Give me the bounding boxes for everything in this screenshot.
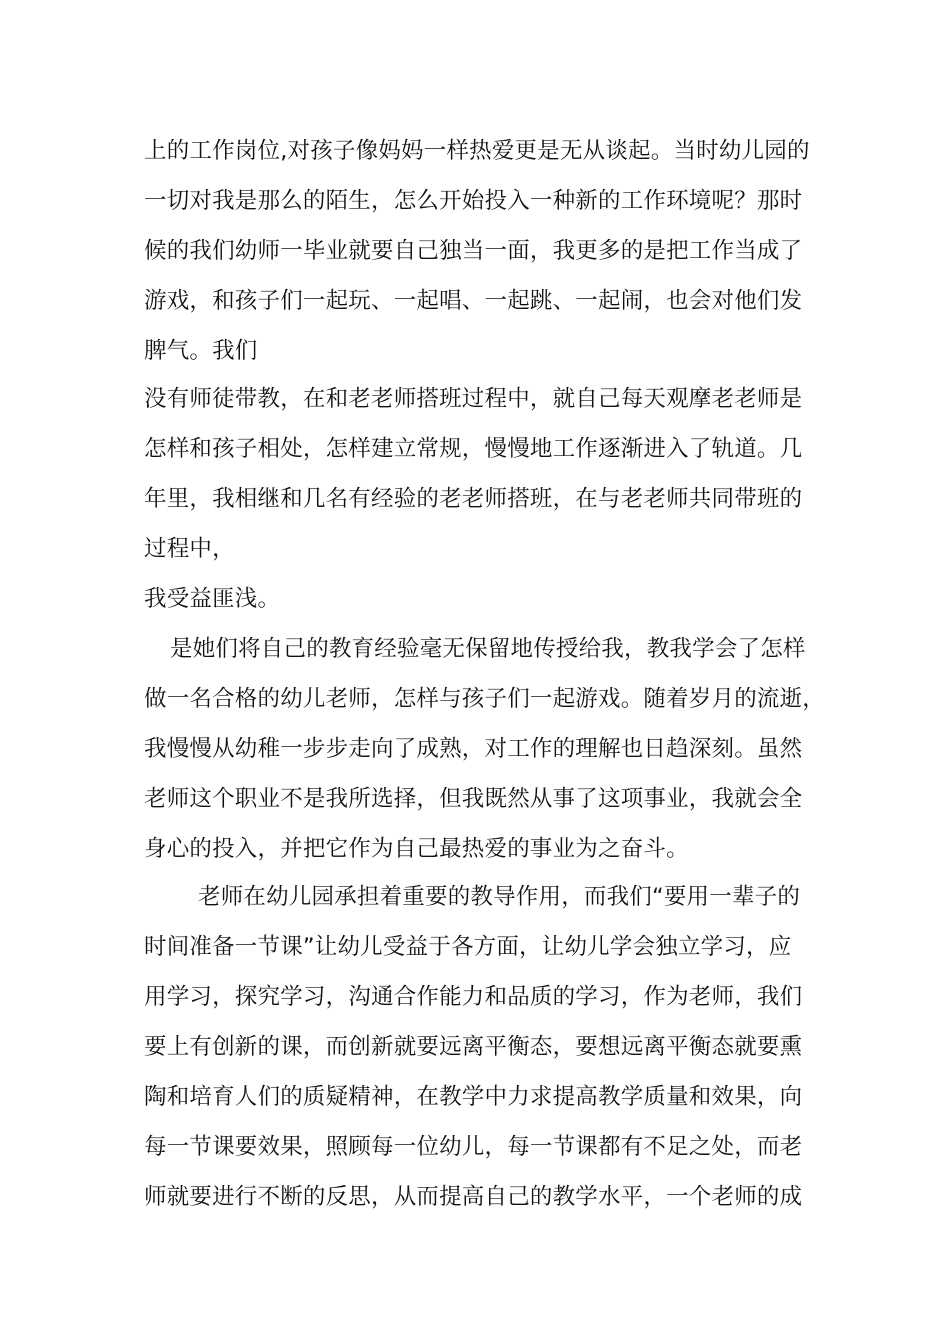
text-line: 陶和培育人们的质疑精神，在教学中力求提高教学质量和效果，向: [144, 1084, 803, 1110]
text-line: 做一名合格的幼儿老师，怎样与孩子们一起游戏。随着岁月的流逝，: [144, 686, 826, 712]
text-line: 没有师徒带教，在和老老师搭班过程中，就自己每天观摩老老师是: [144, 386, 803, 412]
text-line: 候的我们幼师一毕业就要自己独当一面，我更多的是把工作当成了: [144, 238, 803, 264]
text-line: 脾气。我们: [144, 338, 258, 364]
text-line: 怎样和孩子相处，怎样建立常规，慢慢地工作逐渐进入了轨道。几: [144, 436, 803, 462]
text-line: 身心的投入，并把它作为自己最热爱的事业为之奋斗。: [144, 836, 689, 862]
text-line: 上的工作岗位,对孩子像妈妈一样热爱更是无从谈起。当时幼儿园的: [144, 138, 810, 164]
text-line: 游戏，和孩子们一起玩、一起唱、一起跳、一起闹，也会对他们发: [144, 288, 803, 314]
text-line: 年里，我相继和几名有经验的老老师搭班，在与老老师共同带班的: [144, 486, 803, 512]
text-line: 我慢慢从幼稚一步步走向了成熟，对工作的理解也日趋深刻。虽然: [144, 736, 803, 762]
text-line: 要上有创新的课，而创新就要远离平衡态，要想远离平衡态就要熏: [144, 1034, 803, 1060]
text-line: 时间准备一节课”让幼儿受益于各方面，让幼儿学会独立学习，应: [144, 934, 792, 960]
text-line: 过程中，: [144, 536, 235, 562]
text-line: 老师这个职业不是我所选择，但我既然从事了这项事业，我就会全: [144, 786, 803, 812]
text-line: 老师在幼儿园承担着重要的教导作用，而我们“要用一辈子的: [198, 884, 801, 910]
text-line: 师就要进行不断的反思，从而提高自己的教学水平，一个老师的成: [144, 1184, 803, 1210]
text-line: 我受益匪浅。: [144, 586, 281, 612]
text-line: 用学习，探究学习，沟通合作能力和品质的学习，作为老师，我们: [144, 984, 803, 1010]
text-line: 每一节课要效果，照顾每一位幼儿，每一节课都有不足之处，而老: [144, 1134, 803, 1160]
text-line: 一切对我是那么的陌生，怎么开始投入一种新的工作环境呢？那时: [144, 188, 803, 214]
text-line: 是她们将自己的教育经验毫无保留地传授给我，教我学会了怎样: [170, 636, 806, 662]
